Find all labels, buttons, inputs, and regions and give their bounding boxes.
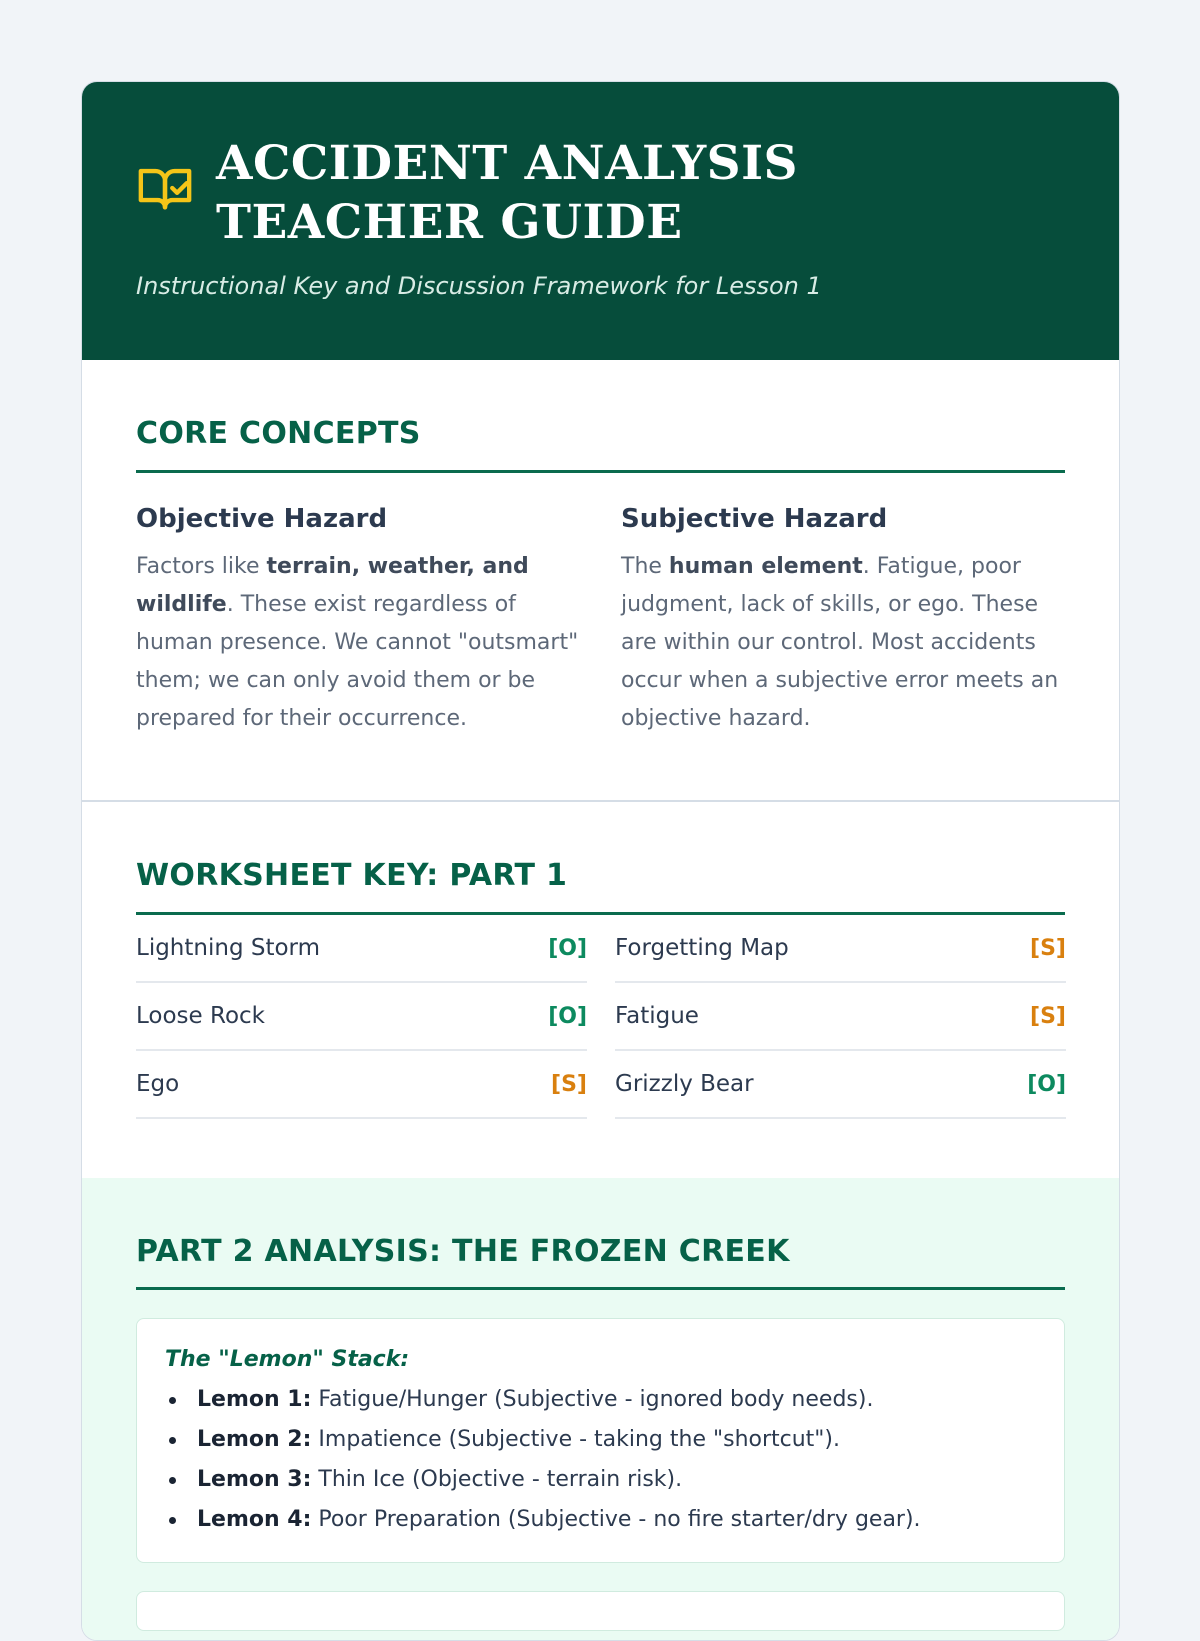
lemon-stack-box [136, 1318, 1065, 1563]
page-subtitle: Instructional Key and Discussion Framework for Lesson 1 [136, 272, 822, 300]
lemon-stack-title: The "Lemon" Stack: [165, 1347, 410, 1372]
page-title: ACCIDENT ANALYSIS TEACHER GUIDE [216, 136, 799, 250]
key-item: Lightning Storm [O] [136, 915, 587, 983]
list-item: Lemon 2: Impatience (Subjective - taking the "shortcut"). [165, 1420, 1036, 1460]
objective-hazard-description: Factors like terrain, weather, and wildlife. These exist regardless of human presence. We cannot "outsmart" them; we can only avoid them or be prepared for their occurrence. [136, 554, 579, 731]
key-item: Grizzly Bear [O] [615, 1051, 1066, 1119]
objective-tag: [O] [548, 1003, 587, 1029]
objective-hazard-heading: Objective Hazard [136, 504, 388, 534]
guide-header [82, 82, 1119, 360]
subjective-tag: [S] [1030, 1003, 1066, 1029]
concept-columns [136, 504, 1065, 738]
next-analysis-box [136, 1591, 1065, 1631]
list-item: Lemon 3: Thin Ice (Objective - terrain risk). [165, 1460, 1036, 1500]
subjective-tag: [S] [1030, 935, 1066, 961]
book-check-icon [136, 159, 194, 217]
core-concepts-title: CORE CONCEPTS [136, 416, 1065, 473]
worksheet-key-title: WORKSHEET KEY: PART 1 [136, 858, 1065, 915]
teacher-guide-card [81, 81, 1120, 1641]
key-item: Fatigue [S] [615, 983, 1066, 1051]
core-concepts-section [82, 360, 1119, 802]
subjective-tag: [S] [551, 1071, 587, 1097]
title-row [136, 134, 1065, 252]
key-item: Forgetting Map [S] [615, 915, 1066, 983]
worksheet-key-grid [136, 915, 1065, 1119]
key-item: Loose Rock [O] [136, 983, 587, 1051]
subjective-hazard-description: The human element. Fatigue, poor judgment, lack of skills, or ego. These are within our control. Most accidents occur when a subjective error meets an objective hazard. [621, 554, 1059, 731]
list-item: Lemon 4: Poor Preparation (Subjective - no fire starter/dry gear). [165, 1500, 1036, 1540]
key-item: Ego [S] [136, 1051, 587, 1119]
part2-analysis-section [82, 1178, 1119, 1640]
objective-hazard-concept [136, 504, 580, 738]
analysis-title: PART 2 ANALYSIS: THE FROZEN CREEK [136, 1234, 1065, 1290]
subjective-hazard-concept [621, 504, 1065, 738]
subjective-hazard-heading: Subjective Hazard [621, 504, 888, 534]
objective-tag: [O] [1027, 1071, 1066, 1097]
lemon-list [165, 1380, 1036, 1540]
objective-tag: [O] [548, 935, 587, 961]
list-item: Lemon 1: Fatigue/Hunger (Subjective - ignored body needs). [165, 1380, 1036, 1420]
worksheet-key-section [82, 802, 1119, 1178]
